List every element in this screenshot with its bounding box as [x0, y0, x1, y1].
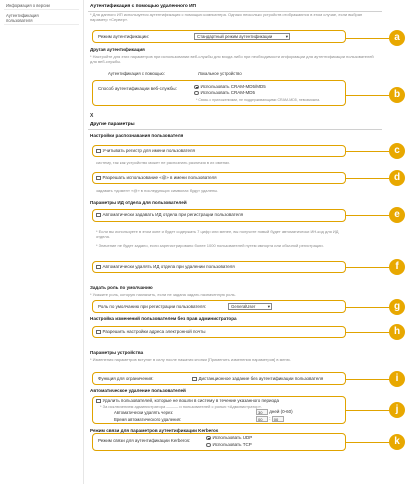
checkbox-icon	[96, 399, 101, 404]
auto-del-dept-label: Автоматически удалять ИД отдела при удалении пользователя	[102, 264, 235, 269]
func-checkbox-label: Дистанционное задание без аутентификации пользователя	[198, 376, 324, 381]
days-unit: дней (0-60)	[269, 409, 293, 415]
kerberos-udp-label: Использовать UDP	[212, 435, 253, 440]
func-label: Функция для ограничения:	[98, 376, 154, 381]
case-sensitive-label: Учитывать регистр для имени пользователя	[102, 148, 195, 153]
allow-at-label: Разрешать использование «@» в имени пользователя	[102, 175, 217, 180]
dept-note-2: * Значение не будет задано, если зарегистрировано более 1000 пользователей путем импорта или обычной регистрации.	[96, 243, 324, 248]
autodel-days	[256, 409, 293, 415]
sidebar-item-label: Аутентификация	[6, 13, 39, 18]
callout-badge-g: g	[389, 299, 405, 315]
case-note: систему, так как устройство может не распознать различия в их именах.	[96, 160, 231, 165]
sidebar-item-label: пользователя	[6, 18, 33, 23]
recog-title: Настройки распознавания пользователя	[90, 133, 184, 138]
web-auth-opt2-label: Использовать CRAM-MD5	[200, 90, 255, 95]
sidebar	[0, 0, 84, 484]
auth-mode-select[interactable]	[194, 33, 290, 40]
connector-line	[346, 307, 390, 308]
checkbox-icon	[96, 149, 101, 154]
func-checkbox[interactable]	[192, 376, 323, 382]
role-select[interactable]	[228, 303, 272, 310]
login-label: Аутентификация с помощью:	[108, 71, 165, 76]
allow-email-checkbox[interactable]	[96, 329, 205, 335]
connector-line	[346, 38, 390, 39]
section-marker: X	[90, 113, 94, 119]
auth-mode-label: Режим аутентификации:	[98, 34, 150, 39]
other-auth-title: Другая аутентификация	[90, 47, 145, 52]
callout-badge-j: j	[389, 402, 405, 418]
kerberos-tcp-label: Использовать TCP	[212, 442, 252, 447]
device-note: * Изменения параметров вступят в силу после нажатия кнопки [Применить изменения параметров] в меню.	[90, 357, 291, 362]
allow-at-checkbox[interactable]	[96, 175, 217, 181]
web-auth-opt1-label: Использовать CRAM-MD5/MD5	[200, 84, 266, 89]
callout-badge-i: i	[389, 371, 405, 387]
connector-line	[346, 215, 390, 216]
days-input[interactable]: 30	[256, 409, 268, 415]
autodel-days-label: Автоматически удалять через:	[114, 410, 174, 415]
role-title: Задать роль по умолчанию	[90, 285, 153, 290]
checkbox-icon	[192, 377, 197, 382]
callout-badge-c: c	[389, 143, 405, 159]
checkbox-icon	[96, 176, 101, 181]
callout-badge-h: h	[389, 324, 405, 340]
callout-badge-f: f	[389, 259, 405, 275]
callout-badge-a: a	[389, 30, 405, 46]
web-auth-opt1[interactable]	[194, 84, 266, 90]
autodel-label: Удалить пользователей, которые не вошли в систему в течение указанного периода	[102, 398, 280, 403]
web-auth-opt2[interactable]	[194, 90, 255, 96]
role-value: GeneralUser	[231, 304, 256, 309]
login-value: Локальное устройство	[198, 71, 242, 76]
dept-title: Параметры ИД отдела для пользователей	[90, 200, 187, 205]
radio-icon	[194, 91, 199, 96]
checkbox-icon	[96, 265, 101, 270]
connector-line	[346, 410, 390, 411]
section-title-other: Другие параметры	[88, 122, 382, 130]
auth-mode-value: Стандартный режим аутентификации	[197, 34, 273, 39]
other-auth-note: * Настройте для этих параметров при использовании веб-службы для входа либо при необходимости информации для аутентификации пользователей для веб-службы.	[90, 54, 374, 64]
connector-line	[346, 151, 390, 152]
perm-title: Настройка изменений пользователем без прав администратора	[90, 316, 237, 321]
radio-icon	[206, 436, 211, 441]
connector-line	[346, 95, 390, 96]
device-title: Параметры устройства	[90, 350, 144, 355]
at-note: задавать «домен» «@» в последующих символах будут удалены.	[96, 188, 219, 193]
minute-input[interactable]: 00	[272, 416, 284, 422]
kerberos-udp[interactable]	[206, 435, 252, 441]
sidebar-item-auth[interactable]	[4, 12, 79, 25]
radio-icon	[194, 85, 199, 90]
main-content	[86, 0, 382, 484]
sidebar-item-version[interactable]: Информация о версии	[4, 2, 79, 10]
autodel-time-label: Время автоматического удаления:	[114, 417, 182, 422]
connector-line	[346, 379, 390, 380]
kerberos-tcp[interactable]	[206, 442, 252, 448]
auto-del-dept-checkbox[interactable]	[96, 264, 235, 270]
dept-note-1: * Если вы используете в этом окне и будет содержать 7 цифр или менее, вы получите новый будет автоматически ИН-код для ИД отдела.	[96, 229, 339, 239]
autodel-title: Автоматическое удаление пользователей	[90, 388, 186, 393]
callout-badge-e: e	[389, 207, 405, 223]
connector-line	[346, 442, 390, 443]
case-sensitive-checkbox[interactable]	[96, 148, 195, 154]
radio-icon	[206, 443, 211, 448]
web-auth-foot: * Связь с приложениями, не поддерживающими CRAM-MD5, невозможна.	[196, 98, 321, 102]
callout-badge-k: k	[389, 434, 405, 450]
section-title-auth: Аутентификация с помощью удаленного ИП	[88, 4, 382, 12]
auto-dept-label: Автоматически задавать ИД отдела при регистрации пользователя	[102, 212, 244, 217]
autodel-checkbox[interactable]	[96, 398, 279, 404]
role-note: * Укажите роль, которую назначить, если не задана задать назначенную роль.	[90, 292, 236, 297]
connector-line	[346, 332, 390, 333]
autodel-time: 00 : 00	[256, 416, 284, 422]
connector-line	[346, 178, 390, 179]
web-auth-method-label: Способ аутентификации веб-службы:	[98, 86, 177, 91]
role-label: Роль по умолчанию при регистрации пользователя:	[98, 304, 207, 309]
hour-input[interactable]: 00	[256, 416, 268, 422]
callout-badge-d: d	[389, 170, 405, 186]
auth-note: * Для данного ИП используется аутентификация с помощью компьютера. Однако несколько устройств отображаются в этом случае, если выбран параметр «Сервер».	[90, 12, 363, 22]
connector-line	[346, 267, 390, 268]
allow-email-label: Разрешить настройки адреса электронной почты	[102, 329, 206, 334]
callout-badge-b: b	[389, 87, 405, 103]
spacer	[92, 345, 346, 365]
checkbox-icon	[96, 213, 101, 218]
checkbox-icon	[96, 330, 101, 335]
kerberos-title: Режим связи для параметров аутентификации Kerberos	[90, 428, 219, 433]
autodel-note: * За исключением администратора ——— и пользователей с ролью «Администратор».	[100, 404, 262, 409]
auto-dept-checkbox[interactable]	[96, 212, 243, 218]
kerberos-label: Режим связи для аутентификации Kerberos:	[98, 438, 191, 443]
